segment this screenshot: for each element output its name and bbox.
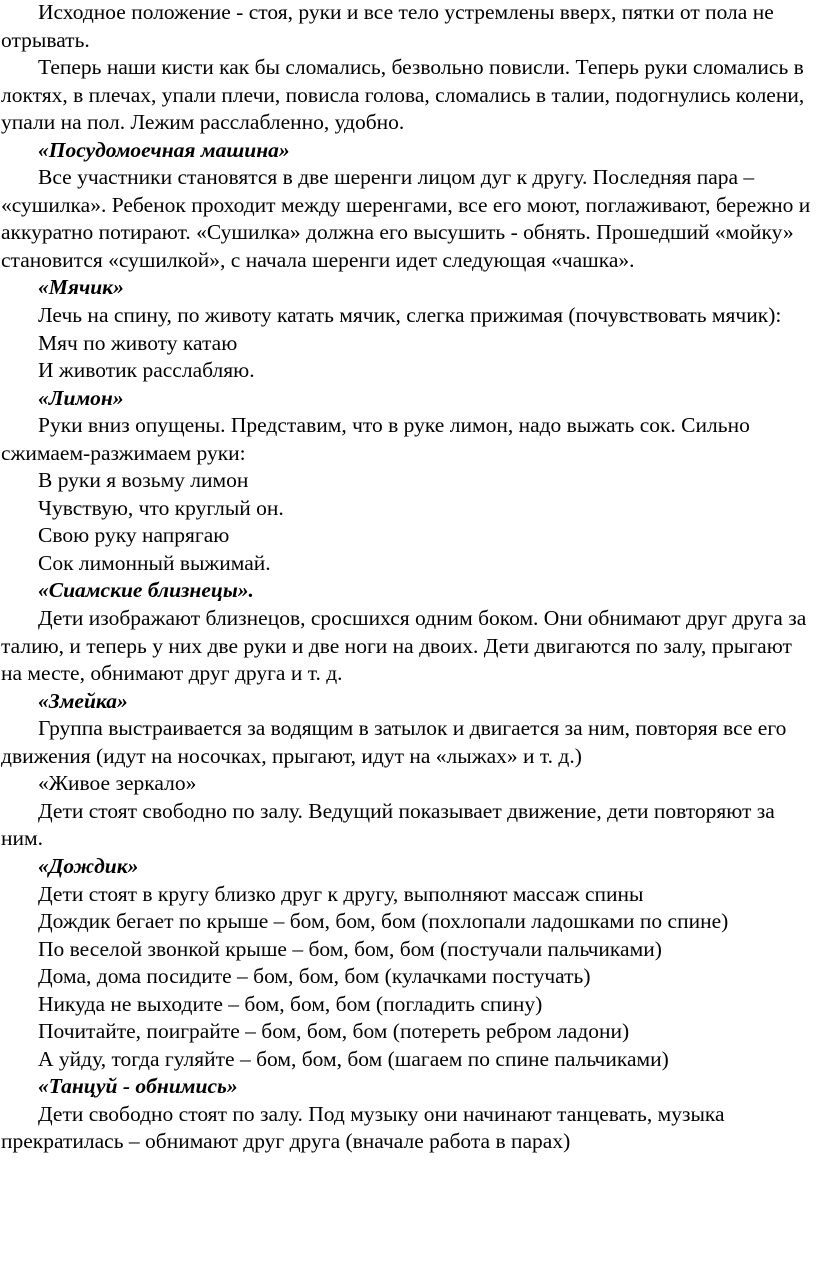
verse-line: По веселой звонкой крыше – бом, бом, бом (постучали пальчиками) [38, 936, 662, 961]
heading-siamese-twins: «Сиамские близнецы». [38, 578, 254, 603]
heading-rain: «Дождик» [38, 853, 139, 878]
verse-line: Мяч по животу катаю [38, 330, 238, 355]
verse-line: Чувствую, что круглый он. [38, 495, 284, 520]
heading-ball: «Мячик» [38, 275, 124, 300]
paragraph-rain: Дети стоят в кругу близко друг к другу, выполняют массаж спины [38, 881, 644, 906]
heading-snake: «Змейка» [38, 688, 128, 713]
verse-line: Почитайте, поиграйте – бом, бом, бом (потереть ребром ладони) [38, 1019, 630, 1044]
paragraph-siamese-twins: Дети изображают близнецов, сросшихся одним боком. Они обнимают друг друга за талию, и теперь у них две руки и две ноги на двоих. Дети двигаются по залу, прыгают на месте, обнимают друг друга и т. д. [1, 606, 807, 686]
paragraph-starting-position: Исходное положение - стоя, руки и все тело устремлены вверх, пятки от пола не отрывать. [1, 0, 774, 52]
verse-line: А уйду, тогда гуляйте – бом, бом, бом (шагаем по спине пальчиками) [38, 1046, 669, 1071]
heading-dishwasher: «Посудомоечная машина» [38, 137, 290, 162]
paragraph-ball: Лечь на спину, по животу катать мячик, слегка прижимая (почувствовать мячик): [38, 303, 782, 328]
subheading-living-mirror: «Живое зеркало» [38, 771, 197, 796]
verse-line: Никуда не выходите – бом, бом, бом (погладить спину) [38, 991, 543, 1016]
paragraph-broken-hands: Теперь наши кисти как бы сломались, безвольно повисли. Теперь руки сломались в локтях, в плечах, упали плечи, повисла голова, сломались в талии, подогнулись колени, упали на пол. Лежим расслабленно, удобно. [1, 55, 805, 135]
heading-lemon: «Лимон» [38, 385, 124, 410]
verse-line: И животик расслабляю. [38, 358, 255, 383]
paragraph-lemon: Руки вниз опущены. Представим, что в руке лимон, надо выжать сок. Сильно сжимаем-разжимаем руки: [1, 413, 750, 465]
paragraph-living-mirror: Дети стоят свободно по залу. Ведущий показывает движение, дети повторяют за ним. [1, 798, 775, 851]
verse-line: Сок лимонный выжимай. [38, 550, 271, 575]
paragraph-snake: Группа выстраивается за водящим в затылок и двигается за ним, повторяя все его движения (идут на носочках, прыгают, идут на «лыжах» и т. д.) [1, 716, 787, 768]
paragraph-dishwasher: Все участники становятся в две шеренги лицом дуг к другу. Последняя пара – «сушилка». Ребенок проходит между шеренгами, все его моют, поглаживают, бережно и аккуратно потирают. «Сушилка» должна его высушить - обнять. Прошедший «мойку» становится «сушилкой», с начала шеренги идет следующая «чашка». [1, 165, 811, 272]
document-body [1, 0, 812, 1156]
heading-dance-hug: «Танцуй - обнимись» [38, 1074, 238, 1099]
verse-line: Дома, дома посидите – бом, бом, бом (кулачками постучать) [38, 964, 591, 989]
verse-line: Дождик бегает по крыше – бом, бом, бом (похлопали ладошками по спине) [38, 909, 729, 934]
verse-line: Свою руку напрягаю [38, 523, 230, 548]
verse-line: В руки я возьму лимон [38, 468, 249, 493]
paragraph-dance-hug: Дети свободно стоят по залу. Под музыку они начинают танцевать, музыка прекратилась – обнимают друг друга (вначале работа в парах) [1, 1101, 725, 1154]
